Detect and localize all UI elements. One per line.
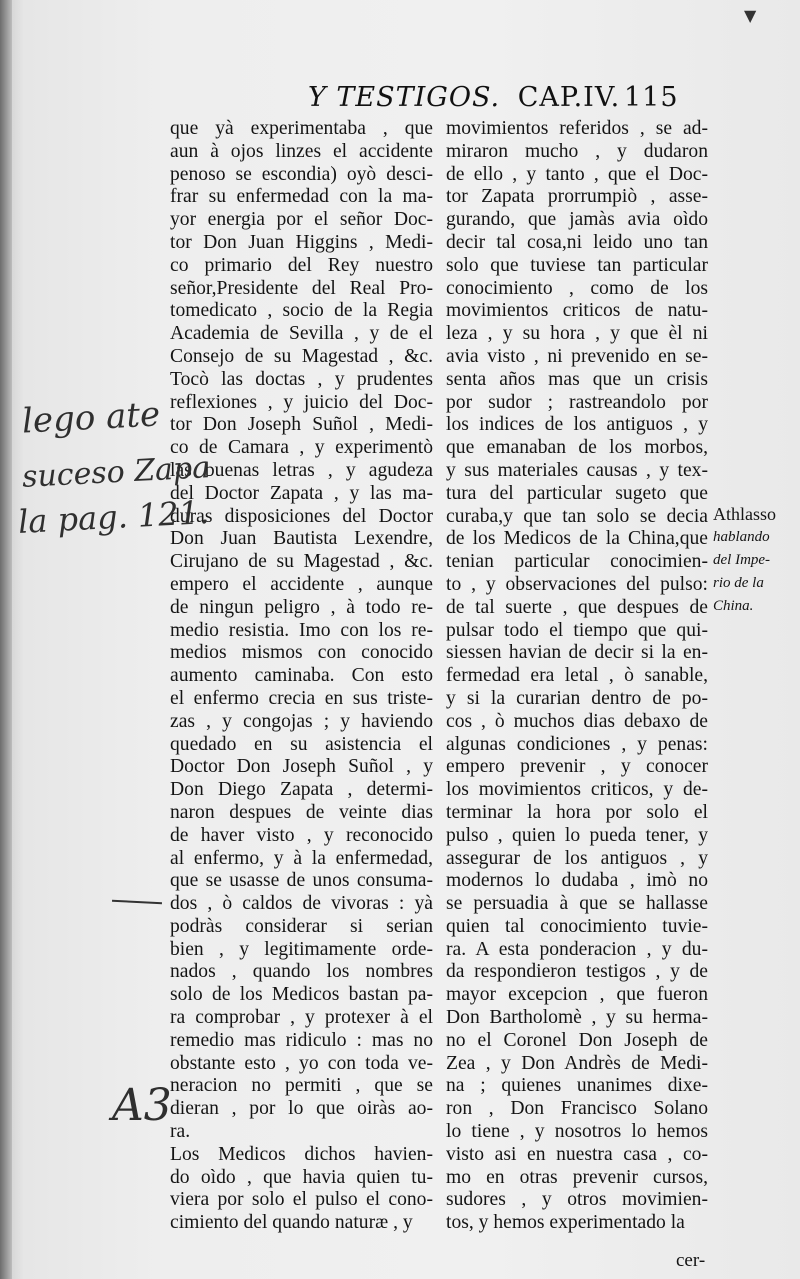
margin-note-line: del Impe-: [713, 552, 771, 568]
text-line: co de Camara , y experimentò: [170, 437, 433, 459]
text-line: assegurar de los antiguos , y: [446, 847, 708, 869]
handwritten-note-line3: la pag. 121.: [17, 493, 210, 541]
text-line: el enfermo crecia en sus triste-: [170, 687, 433, 709]
text-line: pulso , quien lo pueda tener, y: [446, 824, 708, 846]
text-line: tor Zapata prorrumpiò , asse-: [446, 186, 708, 208]
text-line: que yà experimentaba , que: [170, 118, 433, 139]
text-line: aun à ojos linzes el accidente: [170, 140, 433, 162]
right-column: [446, 118, 708, 1235]
chapter-label: CAP.IV.: [517, 82, 621, 113]
text-line: dos , ò caldos de vivoras : yà: [170, 893, 433, 915]
text-line: de los Medicos de la China,que: [446, 528, 708, 550]
text-line: cimiento del quando naturæ , y: [170, 1212, 413, 1234]
text-line: quedado en su asistencia el: [170, 733, 433, 755]
margin-note-line: rio de la: [713, 575, 764, 591]
text-line: bien , y legitimamente orde-: [170, 938, 433, 960]
text-line: movimientos referidos , se ad-: [446, 118, 708, 139]
text-line: medios mismos con conocido: [170, 642, 433, 664]
text-line: Tocò las doctas , y prudentes: [170, 368, 433, 390]
text-line: pulsar todo el tiempo que qui-: [446, 619, 708, 641]
text-line: do oìdo , que havia quien tu-: [170, 1166, 433, 1188]
text-line: tor Don Juan Higgins , Medi-: [170, 231, 433, 253]
text-line: algunas condiciones , y penas:: [446, 733, 708, 755]
text-line: empero el accidente , aunque: [170, 573, 433, 595]
text-line: del Doctor Zapata , y las ma-: [170, 482, 433, 504]
text-line: penoso se escondia) oyò desci-: [170, 163, 433, 185]
text-line: Cirujano de su Magestad , &c.: [170, 551, 433, 573]
text-line: frar su enfermedad con la ma-: [170, 186, 433, 208]
text-line: reflexiones , y juicio del Doc-: [170, 391, 433, 413]
text-line: que emanaban de los morbos,: [446, 437, 708, 459]
text-line: conocimiento , como de los: [446, 277, 708, 299]
text-line: ron , Don Francisco Solano: [446, 1098, 708, 1120]
text-line: Consejo de su Magestad , &c.: [170, 345, 433, 367]
text-line: siessen havian de decir si la en-: [446, 642, 708, 664]
text-line: solo de los Medicos bastan pa-: [170, 984, 433, 1006]
text-line: zas , y congojas ; y haviendo: [170, 710, 433, 732]
page-gutter: [0, 0, 12, 1279]
text-line: lo tiene , y nosotros lo hemos: [446, 1121, 708, 1143]
text-line: las buenas letras , y agudeza: [170, 459, 433, 481]
text-line: neracion no permiti , que se: [170, 1075, 433, 1097]
handwritten-note-line1: lego ate: [21, 394, 162, 442]
text-line: quien tal conocimiento tuvie-: [446, 915, 708, 937]
text-line: obstante esto , yo con toda ve-: [170, 1052, 433, 1074]
text-line: que se usasse de unos consuma-: [170, 870, 433, 892]
text-line: podràs considerar si serian: [170, 915, 433, 937]
text-line: tos, y hemos experimentado la: [446, 1212, 685, 1234]
left-column: [170, 118, 433, 1235]
text-line: Zea , y Don Andrès de Medi-: [446, 1052, 708, 1074]
text-line: y si la curarian dentro de po-: [446, 687, 708, 709]
top-corner-mark: ▼: [744, 6, 757, 25]
text-line: decir tal cosa,ni leido uno tan: [446, 231, 708, 253]
text-line: Doctor Don Joseph Suñol , y: [170, 756, 433, 778]
text-line: no el Coronel Don Joseph de: [446, 1029, 708, 1051]
text-line: solo que tuviese tan particular: [446, 254, 708, 276]
text-line: dieran , por lo que oiràs ao-: [170, 1098, 433, 1120]
text-line: al enfermo, y à la enfermedad,: [170, 847, 433, 869]
margin-note-line: Athlasso: [713, 504, 776, 524]
text-line: los movimientos criticos, y de-: [446, 779, 708, 801]
text-line: modernos lo dudaba , imò no: [446, 870, 708, 892]
text-line: avia visto , ni prevenido en se-: [446, 345, 708, 367]
text-line: tomedicato , socio de la Regia: [170, 300, 433, 322]
text-line: terminar la hora por solo el: [446, 801, 708, 823]
text-line: senta años mas que un crisis: [446, 368, 708, 390]
text-line: tor Don Joseph Suñol , Medi-: [170, 414, 433, 436]
text-line: se persuadia à que se hallasse: [446, 893, 708, 915]
handwritten-underline-mark: [112, 900, 162, 905]
text-line: co primario del Rey nuestro: [170, 254, 433, 276]
text-line: señor,Presidente del Real Pro-: [170, 277, 433, 299]
text-line: cos , ò muchos dias debaxo de: [446, 710, 708, 732]
text-line: aumento caminaba. Con esto: [170, 665, 433, 687]
text-line: medio resistia. Imo con los re-: [170, 619, 433, 641]
text-line: por sudor ; rastreandolo por: [446, 391, 708, 413]
text-line: tura del particular sugeto que: [446, 482, 708, 504]
text-line: viera por solo el pulso el cono-: [170, 1189, 433, 1211]
text-line: to , y observaciones del pulso:: [446, 573, 708, 595]
text-line: leza , y su hora , y que èl ni: [446, 323, 708, 345]
running-title: Y TESTIGOS.: [308, 82, 501, 113]
text-line: los indices de los antiguos , y: [446, 414, 708, 436]
text-line: da respondieron testigos , y de: [446, 961, 708, 983]
text-line: ra.: [170, 1121, 191, 1143]
text-line: ra comprobar , y protexer à el: [170, 1007, 433, 1029]
text-line: y sus materiales causas , y tex-: [446, 459, 708, 481]
text-line: tenian particular conocimien-: [446, 551, 708, 573]
text-line: yor energia por el señor Doc-: [170, 209, 433, 231]
margin-note: [713, 503, 798, 618]
text-line: Don Bartholomè , y su herma-: [446, 1007, 708, 1029]
page-number: 115: [624, 82, 679, 113]
text-line: curaba,y que tan solo se decia: [446, 505, 708, 527]
handwritten-note-line2: suceso Zapa: [21, 450, 211, 495]
margin-note-line: hablando: [713, 529, 770, 545]
text-line: de haver visto , y reconocido: [170, 824, 433, 846]
text-line: Don Diego Zapata , determi-: [170, 779, 433, 801]
catchword: cer-: [676, 1250, 706, 1271]
text-line: na ; quienes unanimes dixe-: [446, 1075, 708, 1097]
text-line: duras disposiciones del Doctor: [170, 505, 433, 527]
text-line: de tal suerte , que despues de: [446, 596, 708, 618]
margin-note-line: China.: [713, 598, 754, 614]
text-line: nados , quando los nombres: [170, 961, 433, 983]
text-line: naron despues de veinte dias: [170, 801, 433, 823]
running-head: [308, 82, 708, 113]
text-line: visto asi en nuestra casa , co-: [446, 1143, 708, 1165]
text-line: ra. A esta ponderacion , y du-: [446, 938, 708, 960]
text-line: gurando, que jamàs avia oìdo: [446, 209, 708, 231]
text-line: de ello , y tanto , que el Doc-: [446, 163, 708, 185]
text-line: movimientos criticos de natu-: [446, 300, 708, 322]
text-line: miraron mucho , y dudaron: [446, 140, 708, 162]
text-line: remedio mas ridiculo : mas no: [170, 1029, 433, 1051]
text-line: Don Juan Bautista Lexendre,: [170, 528, 433, 550]
text-line: sudores , y otros movimien-: [446, 1189, 708, 1211]
handwritten-margin-mark: A3: [112, 1080, 172, 1131]
text-line: empero prevenir , y conocer: [446, 756, 708, 778]
text-line: mayor excepcion , que fueron: [446, 984, 708, 1006]
text-line: fermedad era letal , ò sanable,: [446, 665, 708, 687]
text-line: Los Medicos dichos havien-: [170, 1143, 433, 1165]
text-line: mo en otras prevenir cursos,: [446, 1166, 708, 1188]
text-line: Academia de Sevilla , y de el: [170, 323, 433, 345]
text-line: de ningun peligro , à todo re-: [170, 596, 433, 618]
